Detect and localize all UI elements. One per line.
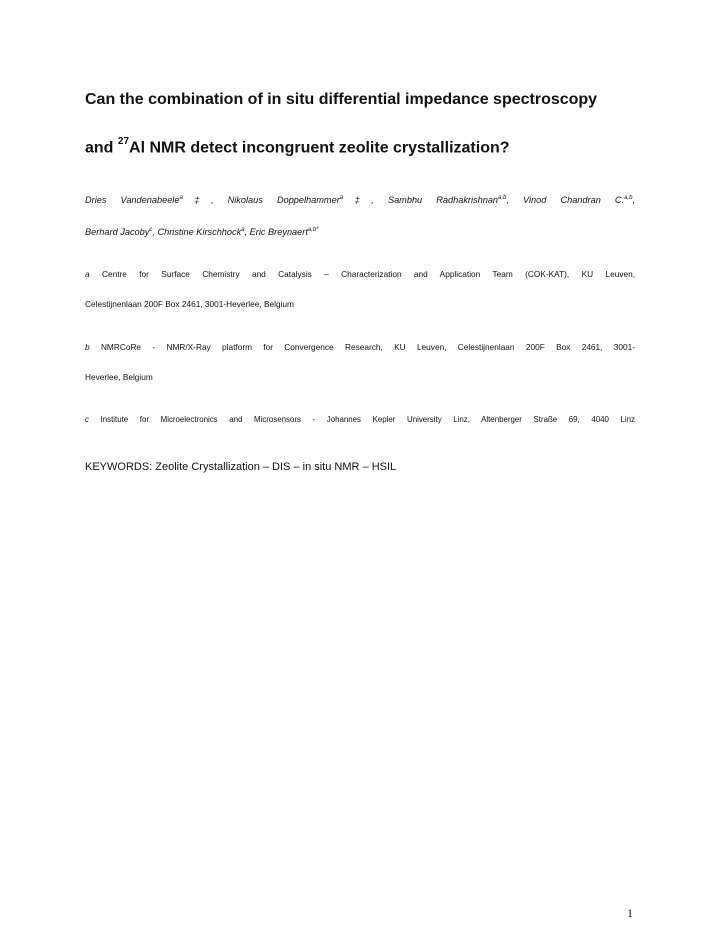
affiliation-text: Celestijnenlaan 200F Box 2461, 3001-Heverlee, Belgium: [85, 299, 294, 309]
title-line-1: [85, 90, 645, 110]
isotope-superscript: 27: [117, 136, 130, 147]
affiliation-c: [85, 413, 635, 427]
title-line-2-rest: Al NMR detect incongruent zeolite crystallization?: [129, 139, 510, 157]
author-affiliation-mark: a,b: [624, 194, 633, 201]
author-name: Eric Breynaert: [249, 227, 308, 237]
affiliation-text: Heverlee, Belgium: [85, 372, 153, 382]
affiliation-a-continued: [85, 297, 635, 311]
author-separator: ,: [152, 227, 158, 237]
author-separator: ,: [632, 195, 635, 205]
author-name: Christine Kirschhock: [157, 227, 242, 237]
author-affiliation-mark: a,b: [498, 194, 507, 201]
author-affiliation-mark: a: [339, 194, 344, 201]
affiliation-text: Centre for Surface Chemistry and Catalysis – Characterization and Application Team (COK-KAT), KU Leuven,: [89, 269, 635, 279]
author-affiliation-mark: a,b*: [307, 226, 319, 233]
title-line-1-text: Can the combination of in situ differential impedance spectroscopy: [85, 91, 598, 108]
author-name: Sambhu Radhakrishnan: [387, 195, 499, 205]
author-separator: ‡,: [343, 195, 388, 205]
author-affiliation-mark: a: [179, 194, 183, 201]
affiliation-text: NMRCoRe - NMR/X-Ray platform for Convergence Research, KU Leuven, Celestijnenlaan 200F Box 2461, 3001-: [89, 342, 635, 352]
affiliation-mark: c: [85, 415, 89, 424]
author-name: Vinod Chandran C.: [523, 195, 625, 205]
affiliation-b-continued: [85, 370, 635, 384]
author-name: Nikolaus Doppelhammer: [227, 195, 340, 205]
author-affiliation-mark: a: [241, 226, 245, 233]
affiliation-mark: a: [85, 269, 90, 279]
page-number: 1: [627, 906, 633, 920]
author-name: Berhard Jacoby: [85, 227, 150, 237]
keywords: KEYWORDS: Zeolite Crystallization – DIS – in situ NMR – HSIL: [85, 461, 397, 473]
author-list-line-2: [85, 225, 635, 239]
title-line-2: [85, 134, 645, 158]
affiliation-text: Institute for Microelectronics and Microsensors - Johannes Kepler University Linz, Altenberger Straße 69, 4040 Linz: [88, 415, 635, 424]
affiliation-mark: b: [85, 342, 90, 352]
affiliation-a: [85, 267, 635, 281]
author-separator: ‡,: [182, 195, 228, 205]
affiliation-b: [85, 340, 635, 354]
title-line-2-prefix: and: [85, 139, 118, 157]
author-affiliation-mark: c: [149, 226, 153, 233]
author-list-line-1: [85, 193, 635, 207]
author-separator: ,: [506, 195, 524, 205]
author-separator: ,: [244, 227, 250, 237]
author-name: Dries Vandenabeele: [85, 195, 180, 205]
